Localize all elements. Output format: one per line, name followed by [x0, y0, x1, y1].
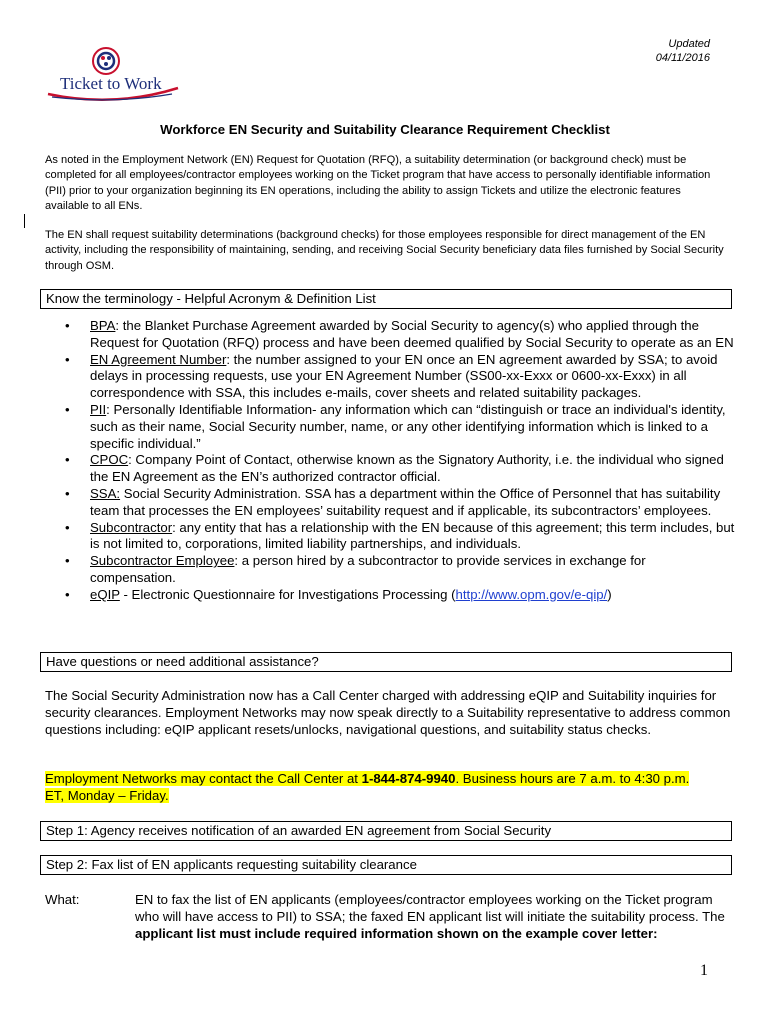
what-description — [135, 891, 725, 942]
logo-text: Ticket to Work — [60, 74, 162, 93]
page-title: Workforce EN Security and Suitability Clearance Requirement Checklist — [160, 122, 610, 137]
term: eQIP — [90, 586, 120, 602]
list-item — [45, 486, 735, 520]
updated-stamp — [656, 37, 710, 65]
list-item — [45, 520, 735, 554]
definition: : Company Point of Contact, otherwise known as the Signatory Authority, i.e. the individual who signed the EN Agreement as the EN’s authorized contractor official. — [90, 452, 724, 485]
updated-date: 04/11/2016 — [655, 52, 710, 64]
list-item — [45, 402, 735, 452]
list-item — [45, 452, 735, 486]
what-colon: : — [653, 926, 658, 941]
eqip-link[interactable]: http://www.opm.gov/e-qip/ — [455, 586, 608, 602]
call-center-phone: 1-844-874-9940 — [361, 771, 456, 786]
term: CPOC — [90, 452, 129, 468]
bullet-icon: • — [65, 553, 70, 569]
bullet-icon: • — [65, 586, 70, 602]
definition: : a person hired by a subcontractor to provide services in exchange for compensation. — [90, 553, 646, 585]
term: Subcontractor Employee — [90, 553, 235, 569]
term: EN Agreement Number — [90, 351, 227, 367]
definition: : the Blanket Purchase Agreement awarded by Social Security to agency(s) who applied through the Request for Quotation (RFQ) process and have been deemed qualified by Social Security to operate as an EN — [90, 318, 734, 350]
term: SSA: — [90, 485, 121, 501]
business-days: ET, Monday – Friday. — [45, 787, 169, 803]
bullet-icon: • — [65, 351, 70, 367]
call-center-text: Employment Networks may contact the Call Center at — [45, 771, 362, 786]
definition: : the number assigned to your EN once an EN agreement awarded by SSA; to avoid delays in processing requests, use your EN Agreement Number (SS00-xx-Exxx or 0600-xx-Exxx) in all correspondence with SSA, this includes e-mails, cover sheets and related suitability packages. — [90, 351, 718, 401]
intro-paragraph-2: The EN shall request suitability determinations (background checks) for those employees responsible for direct management of the EN activity, including the responsibility of maintaining, sending, and receiving Social Security beneficiary data files furnished by Social Security through OSM. — [45, 229, 724, 272]
step-1-heading: Step 1: Agency receives notification of an awarded EN agreement from Social Security — [40, 821, 732, 841]
definition: Social Security Administration. SSA has a department within the Office of Personnel that has suitability team that processes the EN employees’ suitability request and if applicable, its subcontractors’ employees. — [90, 485, 721, 518]
list-item — [45, 553, 735, 587]
what-text: EN to fax the list of EN applicants (employees/contractor employees working on the Ticket program who will have access to PII) to SSA; the faxed EN applicant list will initiate the suitability process. The — [135, 892, 725, 924]
updated-label: Updated — [668, 38, 710, 50]
definition: : Personally Identifiable Information- any information which can “distinguish or trace an individual's identity, such as their name, Social Security number, name, or any other identifying information which is linked to a specific individual.” — [90, 401, 726, 451]
intro-paragraph-1: As noted in the Employment Network (EN) Request for Quotation (RFQ), a suitability determination (or background check) must be completed for all employees/contractor employees working on the Ticket program that have access to personally identifiable information (PII) prior to your organization beginning its EN operations, including the ability to assign Tickets and utilize the electronic features available to all ENs. — [45, 154, 711, 212]
terminology-list — [45, 318, 735, 604]
term: Subcontractor — [90, 519, 173, 535]
bullet-icon: • — [65, 452, 70, 468]
call-center-notice — [45, 771, 735, 805]
term: BPA — [90, 318, 116, 333]
list-item — [45, 352, 735, 402]
term: PII — [90, 401, 107, 417]
page-number: 1 — [700, 962, 708, 979]
step-2-heading: Step 2: Fax list of EN applicants requesting suitability clearance — [40, 855, 732, 875]
definition: : any entity that has a relationship with the EN because of this agreement; this term includes, but is not limited to, corporations, limited liability partnerships, and individuals. — [90, 519, 735, 552]
list-item — [45, 318, 735, 352]
revision-bar — [24, 214, 25, 228]
list-item — [45, 587, 735, 604]
what-label: What: — [45, 892, 80, 907]
bullet-icon: • — [65, 318, 70, 333]
assistance-body: The Social Security Administration now has a Call Center charged with addressing eQIP and Suitability inquiries for security clearances. Employment Networks may now speak directly to a Suitability representative to address common questions including: eQIP applicant resets/unlocks, navigational questions, and suitability status checks. — [45, 688, 731, 737]
business-hours: . Business hours are 7 a.m. to 4:30 p.m. — [455, 771, 690, 786]
what-bold-text: applicant list must include required information shown on the example cover letter — [135, 926, 654, 941]
definition: - Electronic Questionnaire for Investigations Processing ( — [119, 586, 456, 602]
bullet-icon: • — [65, 401, 70, 417]
definition-end: ) — [607, 586, 612, 602]
ticket-to-work-logo — [44, 44, 184, 104]
terminology-heading: Know the terminology - Helpful Acronym & Definition List — [40, 289, 732, 309]
bullet-icon: • — [65, 485, 70, 501]
bullet-icon: • — [65, 519, 70, 535]
assistance-heading: Have questions or need additional assistance? — [40, 652, 732, 672]
